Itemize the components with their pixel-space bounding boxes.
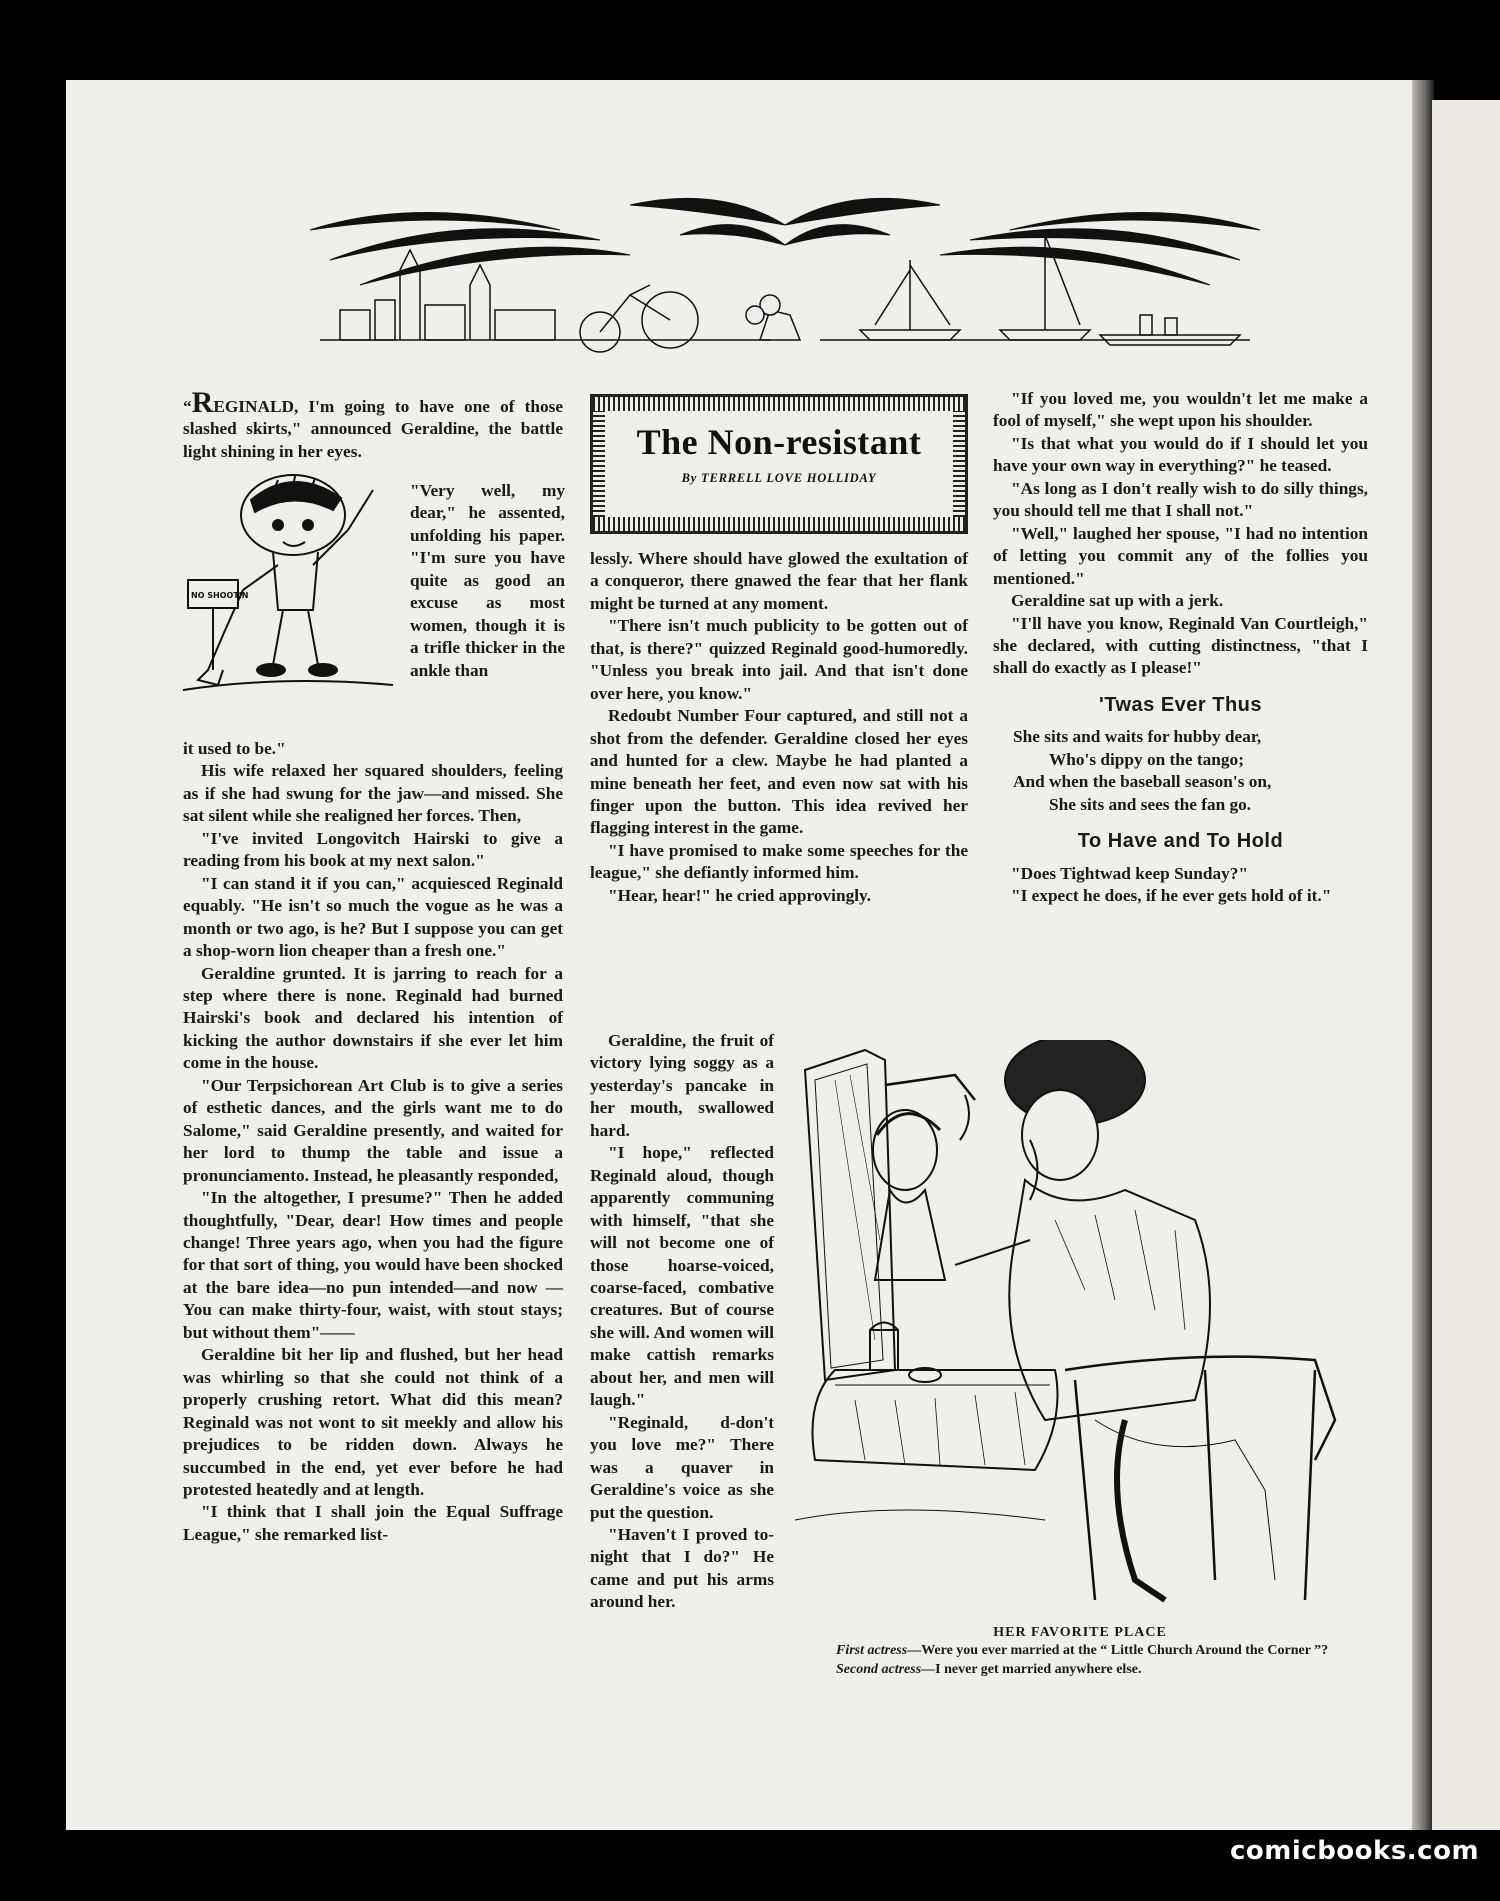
article-byline: By TERRELL LOVE HOLLIDAY: [681, 471, 877, 485]
col2-paragraph: "Hear, hear!" he cried approvingly.: [608, 885, 872, 905]
title-box-left-border: [593, 411, 605, 517]
column-three: [993, 388, 1368, 908]
site-watermark: comicbooks.com: [1230, 1836, 1480, 1866]
col2-paragraph: "I have promised to make some speeches for the league," she defiantly informed him.: [590, 840, 968, 883]
caption-line-one: [800, 1641, 1360, 1660]
opening-paragraph: [183, 386, 563, 463]
col3-paragraph: "I'll have you know, Reginald Van Courtleigh," she declared, with cutting distinctness, "that I shall do exactly as I please!": [993, 613, 1368, 678]
caption-text-one: —Were you ever married at the “ Little Church Around the Corner ”?: [907, 1643, 1329, 1658]
col3-paragraph: "As long as I don't really wish to do silly things, you should tell me that I shall not.": [993, 478, 1368, 521]
col2-narrow-paragraph: "Reginald, d-don't you love me?" There was a quaver in Geraldine's voice as she put the question.: [590, 1412, 774, 1522]
col1-paragraph: "I can stand it if you can," acquiesced Reginald equably. "He isn't so much the vogue as he was a month or two ago, is he? But I suppose you can get a shop-worn lion cheaper than a fresh one.": [183, 873, 563, 961]
page-spine-shadow: [1412, 80, 1434, 1830]
poem-line: Who's dippy on the tango;: [1049, 749, 1244, 769]
title-box-bottom-border: [593, 517, 965, 531]
drop-cap: R: [191, 386, 214, 419]
adjacent-page-edge: [1432, 100, 1500, 1830]
illustration-caption: [800, 1625, 1360, 1679]
article-title-box: [590, 394, 968, 534]
column-one: [183, 386, 563, 463]
col1-paragraph: "Our Terpsichorean Art Club is to give a series of esthetic dances, and the girls want me to do Salome," said Geraldine presently, and waited for her lord to thump the table and issue a pronunciamento. Instead, he pleasantly responded,: [183, 1075, 563, 1185]
header-palm-harbor-illustration: [300, 190, 1270, 365]
poem-line: And when the baseball season's on,: [1013, 772, 1272, 792]
col3-paragraph: Geraldine sat up with a jerk.: [1011, 591, 1224, 611]
col3-paragraph: "If you loved me, you wouldn't let me make a fool of myself," she wept upon his shoulder.: [993, 389, 1368, 431]
actress-at-mirror-illustration: [795, 1040, 1370, 1610]
joke-line: "Does Tightwad keep Sunday?": [1011, 863, 1249, 883]
cartoon-sign-text: NO SHOOTIN: [191, 591, 249, 600]
col1-paragraph: it used to be.": [183, 739, 286, 758]
cartoon-wrap-text: "Very well, my dear," he assented, unfolding his paper. "I'm sure you have quite as good an excuse as most women, though it is a trifle thicker in the ankle than: [410, 481, 565, 680]
column-two-narrow: [590, 1030, 774, 1614]
caption-text-two: —I never get married anywhere else.: [921, 1662, 1142, 1677]
caption-line-two: [800, 1660, 1360, 1679]
caption-speaker-one: First actress: [836, 1643, 908, 1658]
title-box-right-border: [953, 411, 965, 517]
caption-speaker-two: Second actress: [836, 1662, 922, 1677]
cartoon-man-with-shovel-illustration: [183, 470, 398, 725]
joke-title: To Have and To Hold: [1077, 830, 1284, 853]
joke-line: "I expect he does, if he ever gets hold of it.": [1011, 886, 1332, 906]
col1-paragraph: Geraldine grunted. It is jarring to reach for a step where there is none. Reginald had burned Hairski's book and declared his intention of kicking the author downstairs if she ever let him come in the house.: [183, 963, 563, 1073]
col1-paragraph: "In the altogether, I presume?" Then he added thoughtfully, "Dear, dear! How times and people change! Three years ago, when you had the figure for that sort of thing, you would have been shocked at the bare idea—no pun intended—and now — You can make thirty-four, waist, with stout stays; but without them"——: [183, 1188, 563, 1342]
col2-narrow-paragraph: Geraldine, the fruit of victory lying soggy as a yesterday's pancake in her mouth, swallowed hard.: [590, 1031, 774, 1140]
opening-quote: “: [183, 397, 192, 416]
title-box-top-border: [593, 397, 965, 411]
col1-paragraph: "I've invited Longovitch Hairski to give a reading from his book at my next salon.": [183, 828, 563, 871]
col2-narrow-paragraph: "I hope," reflected Reginald aloud, though apparently communing with himself, "that she will not become one of those hoarse-voiced, coarse-faced, combative creatures. But of course she will. And women will make cattish remarks about her, and men will laugh.": [590, 1143, 774, 1410]
col3-paragraph: "Well," laughed her spouse, "I had no intention of letting you commit any of the follies you mentioned.": [993, 523, 1368, 588]
column-two: [590, 548, 968, 907]
col2-paragraph: lessly. Where should have glowed the exultation of a conqueror, there gnawed the fear that her flank might be turned at any moment.: [590, 549, 968, 613]
poem-line: She sits and waits for hubby dear,: [1013, 727, 1262, 747]
poem: [993, 726, 1368, 816]
poem-line: She sits and sees the fan go.: [1049, 794, 1252, 814]
poem-title: 'Twas Ever Thus: [1098, 693, 1263, 716]
col1-paragraph: His wife relaxed her squared shoulders, feeling as if she had swung for the jaw—and missed. She sat silent while she realigned her forces. Then,: [183, 761, 563, 826]
caption-title: HER FAVORITE PLACE: [993, 1625, 1167, 1640]
col1-paragraph: Geraldine bit her lip and flushed, but her head was whirling so that she could not think of a properly crushing retort. What did this mean? Reginald was not wont to sit meekly and allow his prejudices to be ridden down. Always he succumbed in the end, yet ever before he had protested heatedly and at length.: [183, 1345, 563, 1499]
col2-narrow-paragraph: "Haven't I proved to-night that I do?" He came and put his arms around her.: [590, 1524, 774, 1612]
col3-paragraph: "Is that what you would do if I should let you have your own way in everything?" he teased.: [993, 433, 1368, 476]
column-one-continued: [183, 738, 563, 1546]
col1-paragraph: "I think that I shall join the Equal Suffrage League," she remarked list-: [183, 1502, 563, 1544]
article-title: The Non-resistant: [636, 422, 922, 462]
col2-paragraph: Redoubt Number Four captured, and still not a shot from the defender. Geraldine closed her eyes and hunted for a clew. Maybe he had planted a mine beneath her feet, and even now sat with his finger upon the button. This idea revived her flagging interest in the game.: [590, 706, 968, 838]
opening-text: EGINALD, I'm going to have one of those slashed skirts," announced Geraldine, the battle light shining in her eyes.: [183, 397, 563, 461]
col2-paragraph: "There isn't much publicity to be gotten out of that, is there?" quizzed Reginald good-humoredly. "Unless you break into jail. And that isn't done over here, you know.": [590, 616, 968, 703]
